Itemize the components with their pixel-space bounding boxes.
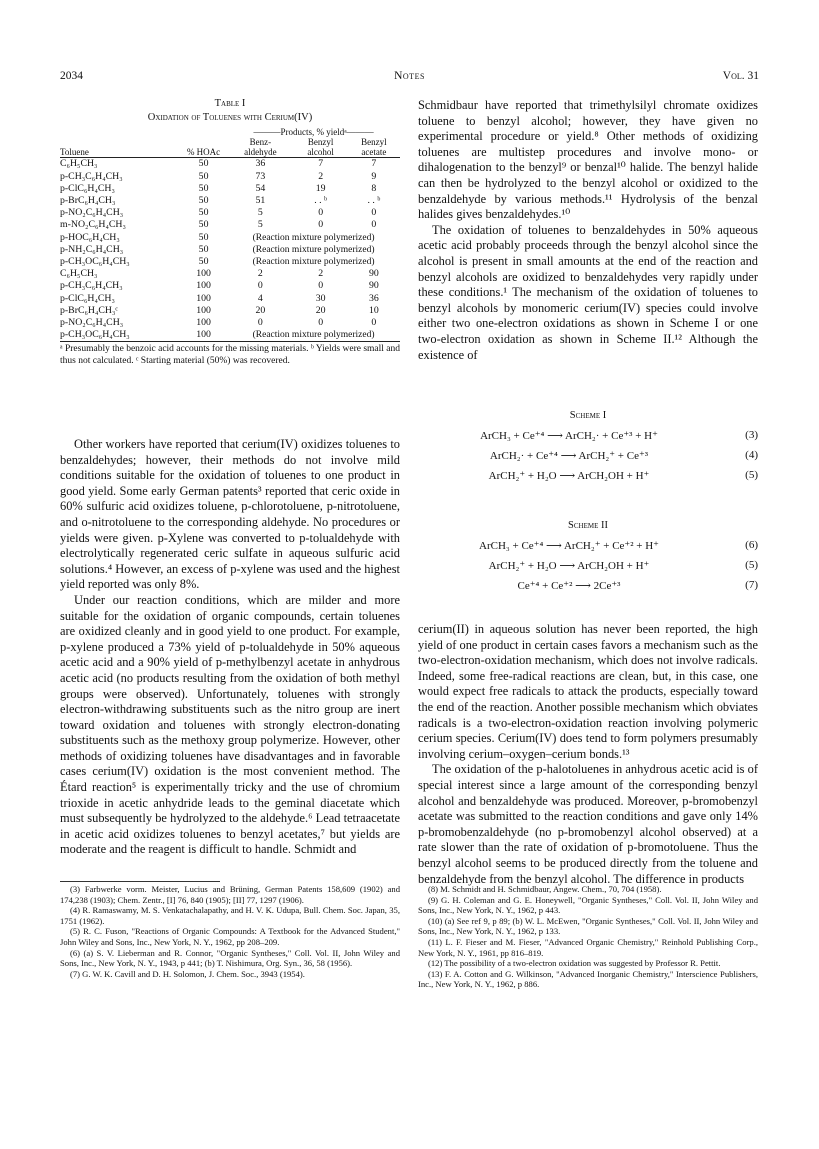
volume-label: Vol. 31 — [722, 70, 759, 82]
cell-value: 2 — [318, 170, 324, 182]
col-header-benzaldehyde: Benz- aldehyde — [244, 137, 277, 158]
footnote: (12) The possibility of a two-electron oxidation was suggested by Professor R. Pettit. — [428, 958, 721, 969]
paragraph: cerium(II) in aqueous solution has never been reported, the high yield of one product in certain cases favors a mechanism such as the two-electron-oxidation mechanism, which does not involve radicals. Indeed, some free-radical reactions are clean, but, in this case, one would expect free radicals to attack the products, especially toward the end of the reaction. Another possible mechanism which obviates radicals is a two-electron-oxidation reaction involving polymeric cerium species. Cerium(IV) does tend to form polymers presumably involving cerium–oxygen–cerium bonds.¹³ — [418, 622, 758, 761]
cell-value: 0 — [257, 317, 263, 329]
cell-value: 50 — [198, 207, 209, 219]
cell-value: 9 — [371, 170, 377, 182]
cell-value: 100 — [196, 268, 211, 280]
table-row — [60, 195, 400, 207]
table-body — [60, 158, 400, 342]
cell-note: (Reaction mixture polymerized) — [252, 330, 375, 341]
footnote: (6) (a) S. V. Lieberman and R. Connor, "Organic Syntheses," Coll. Vol. II, John Wiley and Sons, Inc., New York, N. Y., 1943, p 441; (b) T. Nishimura, Org. Syn., 36, 58 (1956). — [60, 947, 400, 969]
equation-expr: ArCH₃ + Ce⁺⁴ ⟶ ArCH₂⁺ + Ce⁺² + H⁺ — [479, 540, 659, 552]
journal-section: Notes — [394, 70, 425, 82]
paragraph: The oxidation of the p-halotoluenes in anhydrous acetic acid is of special interest since a large amount of the corresponding benzyl alcohol and benzaldehyde was produced. Moreover, p-bromobenzyl acetate was submitted to the reaction conditions and gave only 14% p-bromobenzaldehyde (no p-bromobenzyl alcohol observed) at a rate slower than the rate of oxidation of p-bromotoluene. Thus the benzyl alcohol seems to be produced directly from the toluene and benzaldehyde from the benzyl alcohol. The difference in products — [418, 762, 758, 886]
table-row — [60, 171, 400, 183]
cell-value: 73 — [255, 170, 266, 182]
cell-value: 50 — [198, 182, 209, 194]
cell-value: 2 — [318, 268, 324, 280]
cell-value: 36 — [368, 292, 379, 304]
footnote: (4) R. Ramaswamy, M. S. Venkatachalapathy, and H. V. K. Udupa, Bull. Chem. Soc. Japan, 35, 1751 (1962). — [60, 905, 400, 926]
cell-value: 0 — [318, 317, 324, 329]
cell-value: 50 — [198, 231, 209, 243]
cell-value: . . ᵇ — [314, 195, 328, 207]
cell-value: 100 — [196, 280, 211, 292]
footnote-rule — [60, 881, 220, 882]
cell-value: 50 — [198, 256, 209, 268]
col-header-toluene: Toluene — [60, 147, 89, 158]
equation-4 — [418, 449, 758, 469]
col-header-benzyl-alcohol: Benzyl alcohol — [307, 137, 334, 158]
cell-value: 4 — [257, 292, 263, 304]
equation-expr: ArCH₂⁺ + H₂O ⟶ ArCH₂OH + H⁺ — [488, 560, 650, 572]
products-header: ———Products, % yieldᵃ——— — [253, 127, 374, 138]
table-row — [60, 207, 400, 219]
footnote: (10) (a) See ref 9, p 89; (b) W. L. McEwen, "Organic Syntheses," Coll. Vol. II, John Wiley and Sons, Inc., New York, N. Y., 1962, p 133. — [418, 915, 758, 937]
data-table — [60, 127, 400, 342]
cell-compound: p-BrC₆H₄CH₃ — [60, 195, 116, 207]
running-header — [60, 70, 759, 86]
cell-value: 19 — [315, 182, 326, 194]
cell-value: 100 — [196, 329, 211, 341]
cell-value: 8 — [371, 182, 377, 194]
table-row — [60, 305, 400, 317]
scheme-2 — [418, 520, 758, 599]
cell-value: 0 — [257, 280, 263, 292]
equation-7 — [418, 579, 758, 599]
cell-value: 20 — [315, 304, 326, 316]
col-header-benzyl-acetate: Benzyl acetate — [361, 137, 387, 158]
cell-value: 7 — [318, 158, 324, 170]
scheme-title: Scheme II — [568, 520, 608, 531]
cell-value: 50 — [198, 219, 209, 231]
cell-compound: p-NO₂C₆H₄CH₃ — [60, 317, 124, 329]
table-row — [60, 280, 400, 292]
cell-compound: p-ClC₆H₄CH₃ — [60, 292, 115, 304]
scheme-1 — [418, 410, 758, 489]
table-1 — [60, 98, 400, 367]
cell-compound: C₆H₅CH₃ — [60, 158, 98, 170]
footnote: (3) Farbwerke vorm. Meister, Lucius and Brüning, German Patents 158,609 (1902) and 174,238 (1903); Chem. Zentr., [I] 76, 840 (1905); [II] 77, 1297 (1906). — [60, 884, 400, 905]
footnote: (8) M. Schmidt and H. Schmidbaur, Angew. Chem., 70, 704 (1958). — [428, 884, 662, 894]
cell-value: 100 — [196, 292, 211, 304]
table-row — [60, 183, 400, 195]
equation-number: (6) — [745, 539, 758, 551]
cell-value: 2 — [257, 268, 263, 280]
cell-compound: p-NO₂C₆H₄CH₃ — [60, 207, 124, 219]
footnote: (9) G. H. Coleman and G. E. Honeywell, "Organic Syntheses," Coll. Vol. II, John Wiley and Sons, Inc., New York, N. Y., 1962, p 443. — [418, 894, 758, 916]
cell-value: 5 — [257, 219, 263, 231]
cell-note: (Reaction mixture polymerized) — [252, 232, 375, 243]
table-row — [60, 293, 400, 305]
cell-value: 51 — [255, 195, 266, 207]
paragraph: Schmidbaur have reported that trimethylsilyl chromate oxidizes toluene to benzyl alcohol; however, they have given no experimental procedure or yield.⁸ Other methods of oxidizing toluenes are multistep procedures and involve mono- or dihalogenation to the benzyl⁹ or benzal¹⁰ halide. The benzyl halide can then be hydrolyzed to the benzyl alcohol or oxidized to the benzaldehyde by various methods.¹¹ Hydrolysis of the benzal halides gives benzaldehydes.¹⁰ — [418, 98, 758, 222]
footnotes-right — [418, 884, 758, 990]
footnote: (13) F. A. Cotton and G. Wilkinson, "Advanced Inorganic Chemistry," Interscience Publishers, Inc., New York, N. Y., 1962, p 886. — [418, 968, 758, 990]
scheme-title: Scheme I — [569, 410, 607, 421]
cell-value: 50 — [198, 158, 209, 170]
table-row — [60, 268, 400, 280]
cell-value: 5 — [257, 207, 263, 219]
cell-compound: p-BrC₆H₄CH₃ᶜ — [60, 304, 118, 316]
cell-value: 50 — [198, 195, 209, 207]
cell-value: 0 — [371, 207, 377, 219]
cell-value: 0 — [318, 207, 324, 219]
equation-expr: ArCH₂⁺ + H₂O ⟶ ArCH₂OH + H⁺ — [488, 470, 650, 482]
cell-compound: p-CH₃OC₆H₄CH₃ — [60, 256, 130, 268]
table-row — [60, 158, 400, 170]
cell-value: 0 — [371, 219, 377, 231]
cell-value: 90 — [368, 268, 379, 280]
equation-6 — [418, 539, 758, 559]
left-column-text — [60, 437, 400, 858]
cell-compound: p-CH₃C₆H₄CH₃ — [60, 170, 123, 182]
cell-value: 0 — [318, 280, 324, 292]
cell-value: 100 — [196, 304, 211, 316]
table-caption: Oxidation of Toluenes with Cerium(IV) — [147, 112, 313, 124]
table-row — [60, 232, 400, 244]
cell-compound: p-CH₃C₆H₄CH₃ — [60, 280, 123, 292]
right-column-text-bottom — [418, 622, 758, 887]
paragraph: Under our reaction conditions, which are milder and more suitable for the oxidation of organic compounds, certain toluenes are oxidized cleanly and in good yield to one product. For example, p-xylene produced a 73% yield of p-tolualdehyde in 50% aqueous acetic acid and a 90% yield of p-methylbenzyl acetate in anhydrous acetic acid (no products resulting from the oxidation of both methyl groups were observed). Unfortunately, toluenes with strongly electron-withdrawing substituents such as the nitro group are inert toward oxidation and toluenes with strongly electron-donating substituents such as the methoxy group polymerize. However, other methods of oxidizing toluenes have disadvantages and in favorable cases cerium(IV) oxidation is the most convenient method. The Étard reaction⁵ is experimentally tricky and the use of chromium trioxide in acetic anhydride leads to the geminal diacetate which must subsequently be hydrolyzed to the aldehyde.⁶ Lead tetraacetate in acetic acid oxidizes toluenes to benzyl acetates,⁷ but yields are moderate and the reagent is difficult to handle. Schmidt and — [60, 592, 400, 857]
table-row — [60, 244, 400, 256]
cell-value: 54 — [255, 182, 266, 194]
footnote: (5) R. C. Fuson, "Reactions of Organic Compounds: A Textbook for the Advanced Student," John Wiley and Sons, Inc., New York, N. Y., 1962, pp 208–209. — [60, 926, 400, 947]
table-row — [60, 329, 400, 342]
table-row — [60, 219, 400, 231]
cell-value: 50 — [198, 243, 209, 255]
equation-number: (3) — [745, 429, 758, 441]
equation-5 — [418, 469, 758, 489]
cell-compound: p-NH₂C₆H₄CH₃ — [60, 243, 124, 255]
cell-value: 10 — [368, 304, 379, 316]
cell-note: (Reaction mixture polymerized) — [252, 257, 375, 268]
cell-value: 20 — [255, 304, 266, 316]
cell-compound: p-ClC₆H₄CH₃ — [60, 182, 115, 194]
equation-5b — [418, 559, 758, 579]
cell-compound: C₆H₅CH₃ — [60, 268, 98, 280]
equation-number: (4) — [745, 449, 758, 461]
equation-number: (5) — [745, 469, 758, 481]
cell-value: 30 — [315, 292, 326, 304]
footnote: (7) G. W. K. Cavill and D. H. Solomon, J. Chem. Soc., 3943 (1954). — [70, 968, 305, 979]
cell-compound: p-CH₃OC₆H₄CH₃ — [60, 329, 130, 341]
footnote: (11) L. F. Fieser and M. Fieser, "Advanced Organic Chemistry," Reinhold Publishing Corp., New York, N. Y., 1961, pp 816–819. — [418, 936, 758, 958]
footnotes-left — [60, 884, 400, 979]
cell-value: 50 — [198, 170, 209, 182]
cell-compound: m-NO₂C₆H₄CH₃ — [60, 219, 126, 231]
cell-value: . . ᵇ — [367, 195, 381, 207]
cell-note: (Reaction mixture polymerized) — [252, 244, 375, 255]
equation-3 — [418, 429, 758, 449]
cell-value: 90 — [368, 280, 379, 292]
right-column-text-top — [418, 98, 758, 363]
cell-compound: p-HOC₆H₄CH₃ — [60, 231, 120, 243]
equation-number: (7) — [745, 579, 758, 591]
page-number: 2034 — [60, 70, 83, 82]
paragraph: Other workers have reported that cerium(IV) oxidizes toluenes to benzaldehydes; however, their methods do not involve mild conditions suitable for the oxidation of toluenes to one product in good yield. Some early German patents³ reported that ceric oxide in 60% sulfuric acid oxidizes toluene, p-chlorotoluene, p-nitrotoluene, and o-nitrotoluene to the corresponding aldehyde. No procedures or yields were given. p-Xylene was converted to p-tolualdehyde with electrolytically regenerated ceric sulfate in aqueous sulfuric acid solutions.⁴ However, an excess of p-xylene was used and the highest yield reported was only 8%. — [60, 437, 400, 592]
table-row — [60, 317, 400, 329]
equation-expr: ArCH₂· + Ce⁺⁴ ⟶ ArCH₂⁺ + Ce⁺³ — [489, 450, 649, 462]
col-header-hoac: % HOAc — [186, 147, 221, 158]
cell-value: 0 — [318, 219, 324, 231]
table-label: Table I — [214, 98, 246, 109]
cell-value: 100 — [196, 317, 211, 329]
cell-value: 7 — [371, 158, 377, 170]
cell-value: 36 — [255, 158, 266, 170]
table-row — [60, 256, 400, 268]
cell-value: 0 — [371, 317, 377, 329]
equation-expr: ArCH₃ + Ce⁺⁴ ⟶ ArCH₂· + Ce⁺³ + H⁺ — [480, 430, 658, 442]
paragraph: The oxidation of toluenes to benzaldehydes in 50% aqueous acetic acid probably proceeds through the benzyl alcohol since the alcohol is present in small amounts at the end of the reaction and benzyl alcohols are oxidized to benzaldehydes very rapidly under these conditions.¹ The mechanism of the oxidation of toluenes to benzyl alcohols by monomeric cerium(IV) species could involve either two one-electron oxidations as shown in Scheme I or one two-electron oxidation as shown in Scheme II.¹² Although the existence of — [418, 222, 758, 362]
table-footnote: ᵃ Presumably the benzoic acid accounts for the missing materials. ᵇ Yields were small and thus not calculated. ᶜ Starting material (50%) was recovered. — [60, 344, 400, 366]
equation-number: (5) — [745, 559, 758, 571]
equation-expr: Ce⁺⁴ + Ce⁺² ⟶ 2Ce⁺³ — [517, 580, 621, 592]
